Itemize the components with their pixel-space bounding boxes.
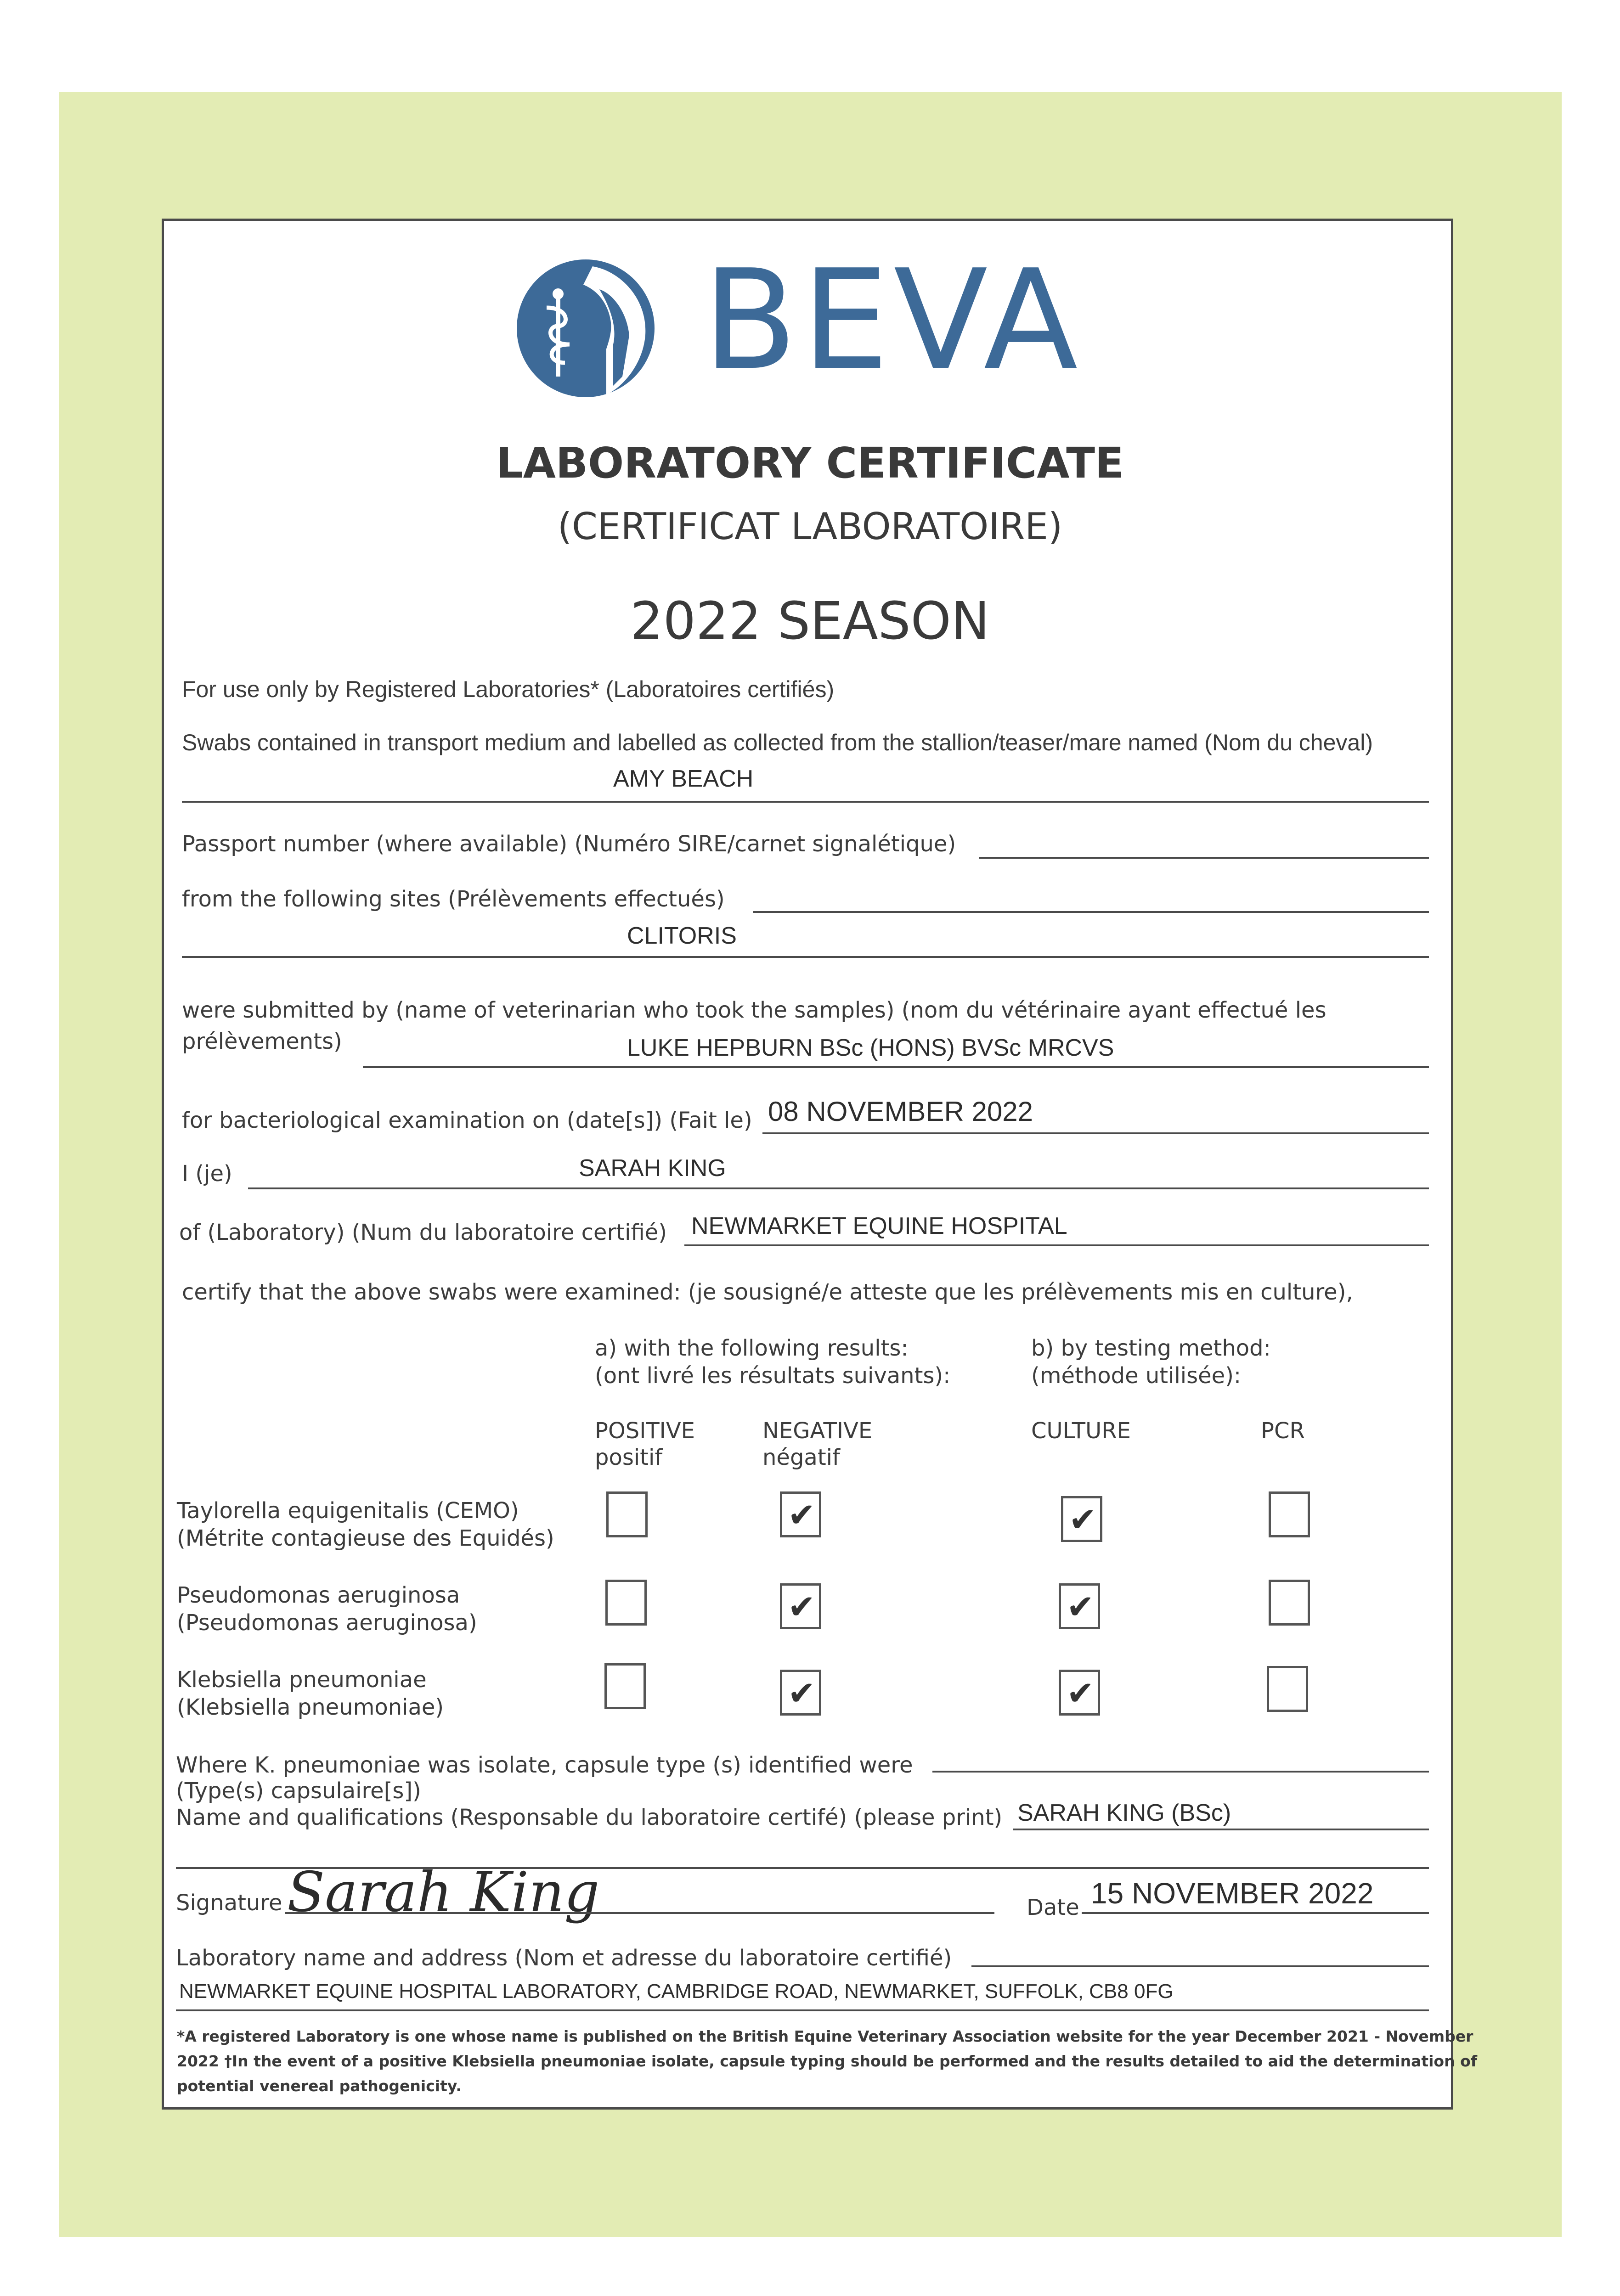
- i-je-label: I (je): [182, 1161, 232, 1187]
- swabs-label: Swabs contained in transport medium and labelled as collected from the stallion/teaser/mare named (Nom du cheval): [182, 730, 1373, 755]
- organism-name: Taylorella equigenitalis (CEMO): [177, 1498, 519, 1524]
- handwritten-signature: Sarah King: [287, 1861, 600, 1925]
- check-mark-icon: ✔: [788, 1496, 816, 1534]
- signature-label: Signature: [176, 1890, 282, 1916]
- col-negative-fr: négatif: [762, 1445, 840, 1470]
- checkbox-culture[interactable]: [1061, 1496, 1102, 1542]
- examiner-name-line: [248, 1187, 1429, 1189]
- vet-line: [363, 1066, 1429, 1068]
- passport-line: [979, 857, 1429, 859]
- sites-label: from the following sites (Prélèvements effectués): [182, 886, 725, 912]
- results-header-a-fr: (ont livré les résultats suivants):: [595, 1363, 951, 1389]
- check-mark-icon: ✔: [788, 1587, 816, 1626]
- exam-date-line: [762, 1132, 1429, 1134]
- lab-address-value: NEWMARKET EQUINE HOSPITAL LABORATORY, CAMBRIDGE ROAD, NEWMARKET, SUFFOLK, CB8 0FG: [179, 1980, 1174, 2003]
- method-header-b-fr: (méthode utilisée):: [1031, 1363, 1242, 1389]
- check-mark-icon: ✔: [1067, 1674, 1095, 1712]
- intro-text: For use only by Registered Laboratories* (Laboratoires certifiés): [182, 676, 835, 702]
- season-heading: 2022 SEASON: [630, 591, 990, 651]
- results-header-a: a) with the following results:: [595, 1335, 909, 1361]
- beva-logo-text: BEVA: [703, 240, 1083, 400]
- check-mark-icon: ✔: [1067, 1587, 1095, 1626]
- lab-address-line-1: [971, 1965, 1429, 1967]
- col-culture: CULTURE: [1031, 1418, 1131, 1444]
- horse-name-line: [182, 801, 1429, 803]
- checkbox-pcr[interactable]: [1267, 1666, 1308, 1712]
- certify-text: certify that the above swabs were examined: (je sousigné/e atteste que les prélèvements mis en culture),: [182, 1279, 1353, 1305]
- method-header-b: b) by testing method:: [1031, 1335, 1271, 1361]
- beva-horse-logo-icon: [514, 257, 657, 400]
- passport-label: Passport number (where available) (Numéro SIRE/carnet signalétique): [182, 831, 956, 857]
- date-value: 15 NOVEMBER 2022: [1091, 1877, 1374, 1910]
- exam-date-value: 08 NOVEMBER 2022: [768, 1096, 1033, 1127]
- laboratory-line: [684, 1244, 1429, 1246]
- vet-label-1: were submitted by (name of veterinarian who took the samples) (nom du vétérinaire ayant effectué les: [182, 997, 1326, 1023]
- organism-name-fr: (Métrite contagieuse des Equidés): [177, 1525, 554, 1551]
- footnote-line-1: *A registered Laboratory is one whose name is published on the British Equine Veterinary Association website for the year December 2021 - November: [177, 2027, 1473, 2045]
- checkbox-negative[interactable]: [780, 1583, 821, 1629]
- sites-value: CLITORIS: [627, 923, 737, 949]
- capsule-type-label: Where K. pneumoniae was isolate, capsule type (s) identified were: [176, 1752, 913, 1778]
- lab-address-label: Laboratory name and address (Nom et adresse du laboratoire certifié): [176, 1945, 952, 1971]
- organism-name: Klebsiella pneumoniae: [177, 1667, 427, 1693]
- organism-name: Pseudomonas aeruginosa: [177, 1582, 460, 1608]
- checkbox-pcr[interactable]: [1269, 1491, 1310, 1537]
- signature-line: [285, 1912, 994, 1914]
- certificate-subtitle: (CERTIFICAT LABORATOIRE): [557, 505, 1063, 548]
- name-qualifications-line: [1013, 1829, 1429, 1830]
- vet-label-2: prélèvements): [182, 1029, 342, 1054]
- capsule-type-line: [932, 1771, 1429, 1773]
- check-mark-icon: ✔: [788, 1674, 816, 1712]
- check-mark-icon: ✔: [1069, 1500, 1097, 1539]
- date-label: Date: [1027, 1895, 1079, 1920]
- checkbox-positive[interactable]: [605, 1580, 647, 1626]
- checkbox-pcr[interactable]: [1269, 1580, 1310, 1626]
- horse-name-value: AMY BEACH: [613, 765, 754, 792]
- checkbox-negative[interactable]: [780, 1491, 821, 1537]
- examiner-name-value: SARAH KING: [579, 1155, 726, 1182]
- organism-name-fr: (Pseudomonas aeruginosa): [177, 1610, 477, 1636]
- date-line: [1082, 1912, 1429, 1914]
- certificate-title: LABORATORY CERTIFICATE: [496, 439, 1124, 488]
- checkbox-negative[interactable]: [780, 1670, 821, 1716]
- checkbox-positive[interactable]: [604, 1663, 646, 1709]
- laboratory-label: of (Laboratory) (Num du laboratoire certifié): [179, 1220, 667, 1245]
- footnote-line-3: potential venereal pathogenicity.: [177, 2077, 462, 2095]
- organism-name-fr: (Klebsiella pneumoniae): [177, 1694, 444, 1720]
- laboratory-value: NEWMARKET EQUINE HOSPITAL: [691, 1213, 1067, 1239]
- col-positive: POSITIVE: [595, 1418, 695, 1444]
- checkbox-positive[interactable]: [606, 1491, 648, 1537]
- name-qualifications-value: SARAH KING (BSc): [1017, 1800, 1231, 1826]
- col-positive-fr: positif: [595, 1445, 663, 1470]
- footnote-line-2: 2022 †In the event of a positive Klebsiella pneumoniae isolate, capsule typing should be performed and the results detailed to aid the determination of: [177, 2052, 1478, 2070]
- checkbox-culture[interactable]: [1059, 1670, 1100, 1716]
- capsule-type-label-fr: (Type(s) capsulaire[s]): [176, 1778, 421, 1804]
- sites-line-1: [753, 911, 1429, 913]
- lab-address-line-2: [176, 2009, 1429, 2011]
- vet-value: LUKE HEPBURN BSc (HONS) BVSc MRCVS: [627, 1035, 1114, 1061]
- sites-line-2: [182, 956, 1429, 958]
- col-pcr: PCR: [1261, 1418, 1305, 1444]
- name-qualifications-label: Name and qualifications (Responsable du laboratoire certifé) (please print): [176, 1805, 1003, 1830]
- col-negative: NEGATIVE: [762, 1418, 873, 1444]
- exam-date-label: for bacteriological examination on (date[s]) (Fait le): [182, 1108, 752, 1133]
- checkbox-culture[interactable]: [1059, 1583, 1100, 1629]
